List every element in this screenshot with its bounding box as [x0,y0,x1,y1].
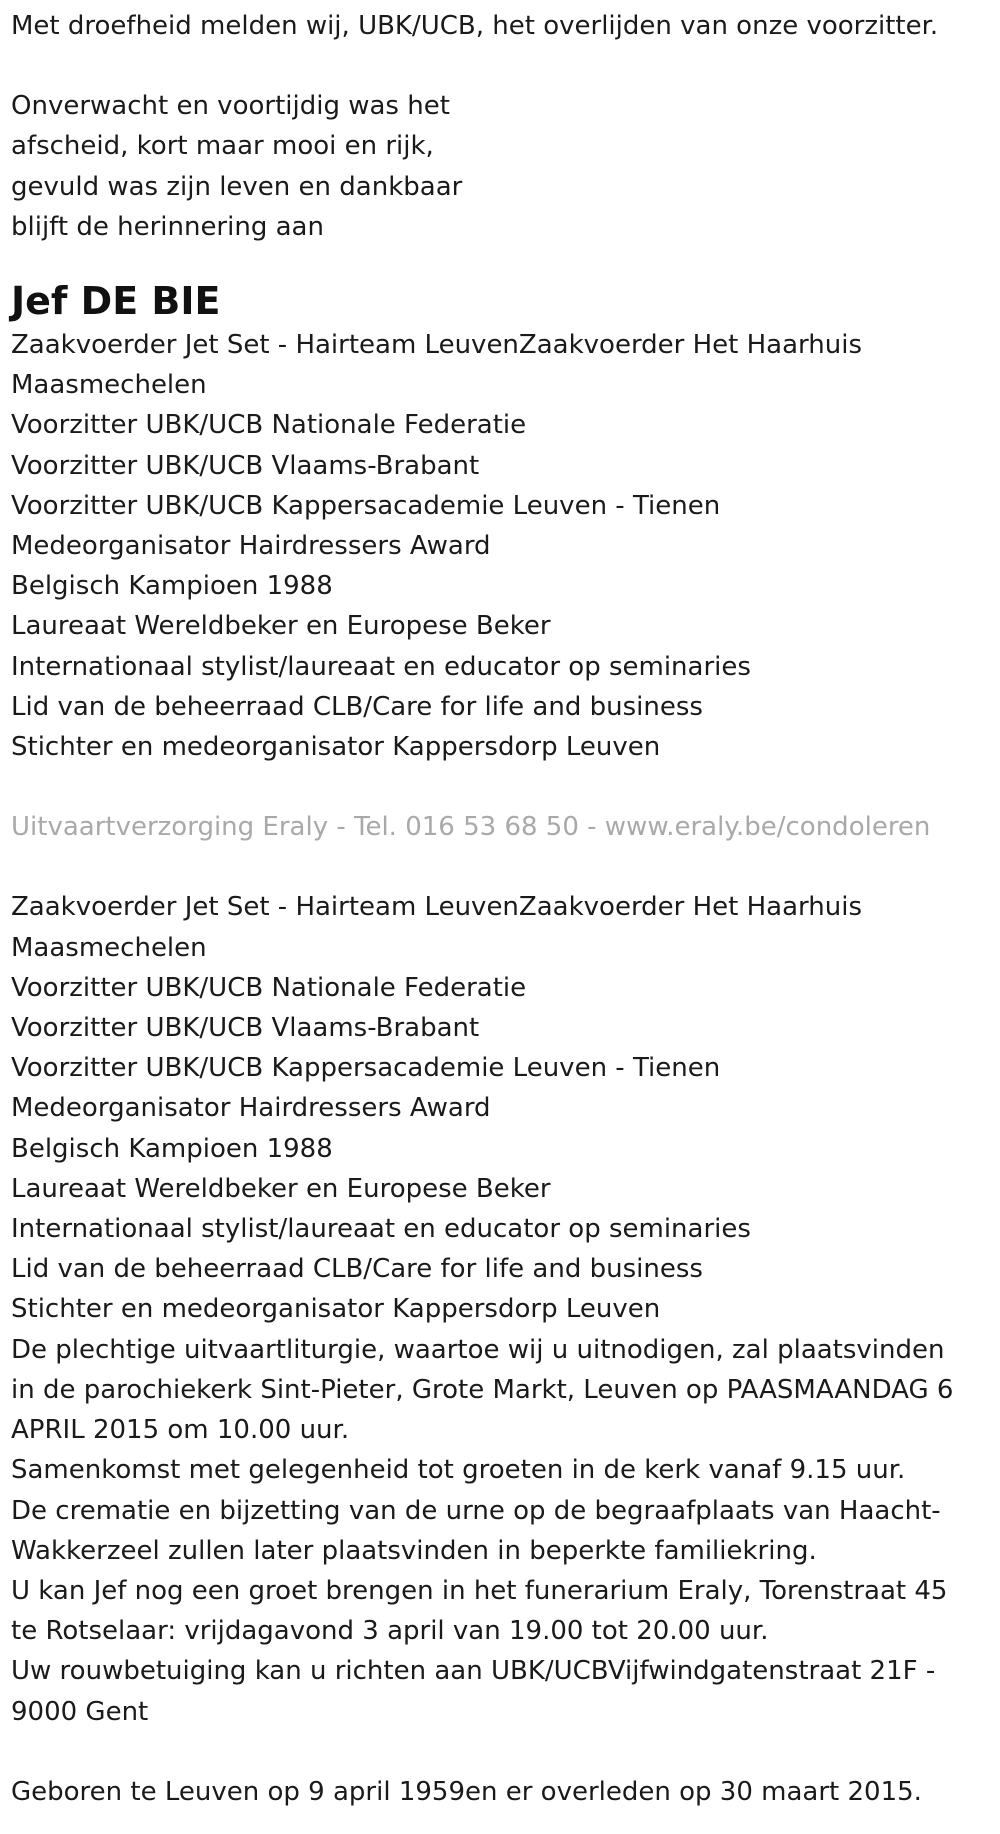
functions-list-top [11,325,1000,767]
function-line: Maasmechelen [11,932,207,963]
function-line: Laureaat Wereldbeker en Europese Beker [11,1173,551,1204]
spacer [11,1732,1000,1772]
details-line: in de parochiekerk Sint-Pieter, Grote Markt, Leuven op PAASMAANDAG 6 [11,1374,954,1405]
function-line: Medeorganisator Hairdressers Award [11,1093,491,1124]
function-line: Internationaal stylist/laureaat en educator op seminaries [11,651,751,682]
function-line: Voorzitter UBK/UCB Vlaams-Brabant [11,1013,480,1044]
details-line: De crematie en bijzetting van de urne op de begraafplaats van Haacht- [11,1495,941,1526]
details-line: Samenkomst met gelegenheid tot groeten in de kerk vanaf 9.15 uur. [11,1455,906,1486]
function-line: Zaakvoerder Jet Set - Hairteam LeuvenZaakvoerder Het Haarhuis [11,892,863,923]
function-line: Voorzitter UBK/UCB Nationale Federatie [11,972,527,1003]
spacer [11,247,1000,277]
function-line: Zaakvoerder Jet Set - Hairteam LeuvenZaakvoerder Het Haarhuis [11,330,863,361]
details-line: te Rotselaar: vrijdagavond 3 april van 19.00 tot 20.00 uur. [11,1616,769,1647]
function-line: Belgisch Kampioen 1988 [11,1133,333,1164]
spacer [11,46,1000,86]
details-line: U kan Jef nog een groet brengen in het funerarium Eraly, Torenstraat 45 [11,1575,948,1606]
poem-line: Onverwacht en voortijdig was het [11,91,450,122]
function-line: Lid van de beheerraad CLB/Care for life and business [11,1254,703,1285]
function-line: Maasmechelen [11,370,207,401]
poem-line: gevuld was zijn leven en dankbaar [11,171,463,202]
poem [11,86,1000,247]
details-line: 9000 Gent [11,1696,149,1727]
function-line: Stichter en medeorganisator Kappersdorp Leuven [11,732,661,763]
function-line: Stichter en medeorganisator Kappersdorp Leuven [11,1294,661,1325]
obituary-document [0,6,1000,1812]
spacer [11,847,1000,887]
function-line: Voorzitter UBK/UCB Kappersacademie Leuven - Tienen [11,1053,721,1084]
function-line: Lid van de beheerraad CLB/Care for life and business [11,691,703,722]
birth-death-dates: Geboren te Leuven op 9 april 1959en er overleden op 30 maart 2015. [11,1776,922,1807]
deceased-name: Jef DE BIE [11,279,221,324]
function-line: Belgisch Kampioen 1988 [11,571,333,602]
function-line: Laureaat Wereldbeker en Europese Beker [11,611,551,642]
details-line: APRIL 2015 om 10.00 uur. [11,1415,350,1446]
details-line: De plechtige uitvaartliturgie, waartoe wij u uitnodigen, zal plaatsvinden [11,1334,945,1365]
function-line: Voorzitter UBK/UCB Vlaams-Brabant [11,450,480,481]
function-line: Voorzitter UBK/UCB Nationale Federatie [11,410,527,441]
poem-line: afscheid, kort maar mooi en rijk, [11,131,434,162]
details-line: Uw rouwbetuiging kan u richten aan UBK/UCBVijfwindgatenstraat 21F - [11,1656,936,1687]
funeral-details [11,1330,1000,1732]
function-line: Internationaal stylist/laureaat en educator op seminaries [11,1214,751,1245]
details-line: Wakkerzeel zullen later plaatsvinden in beperkte familiekring. [11,1535,817,1566]
funeral-home-contact: Uitvaartverzorging Eraly - Tel. 016 53 68 50 - www.eraly.be/condoleren [11,812,931,843]
function-line: Voorzitter UBK/UCB Kappersacademie Leuven - Tienen [11,490,721,521]
poem-line: blijft de herinnering aan [11,211,324,242]
function-line: Medeorganisator Hairdressers Award [11,531,491,562]
functions-list-bottom [11,887,1000,1329]
intro-text: Met droefheid melden wij, UBK/UCB, het overlijden van onze voorzitter. [11,11,939,41]
spacer [11,767,1000,807]
